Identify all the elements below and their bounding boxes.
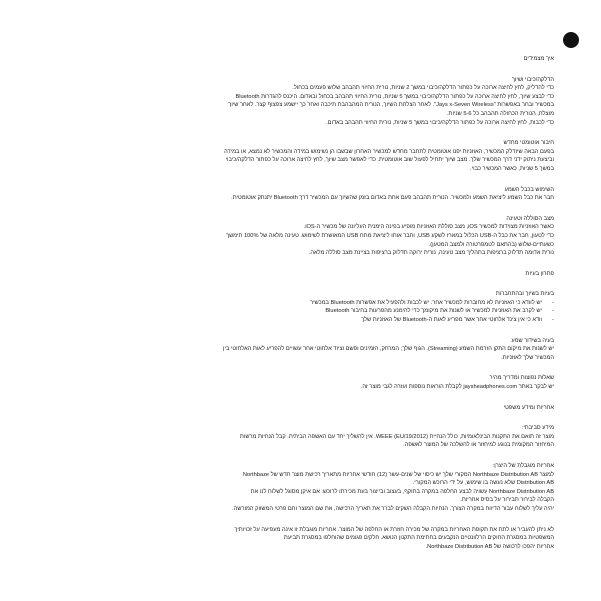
- list-item: - וודא כי אין צינד אלחוטי אחר אשר מפריע לאות ה-Bluetooth של האוזניות שלך: [40, 316, 542, 325]
- auto-connect-line: וביצעת ניתוק ידני דרך המכשיר שלך. מצב שיוך יתחיל לפעול שוב אוטומטית. כדי לאפשר מצב שיוך, לחץ לחיצה ארוכה על כפתור הדלקה/כיבוי: [225, 157, 554, 164]
- limited-warranty-line: למוצר Northbaze Distribution AB המקורי שלך יש כיסוי של שנים-עשר (12) חודשי אחריות מתאריך רכישת מוצר חדש של Northbaze: [242, 471, 554, 478]
- limited-warranty-line: הקבלה לבירור תבירור על בסיס אחריות.: [460, 497, 554, 504]
- list-item: - יש לוודא כי האוזניות לא מחוברות למכשיר אחר. יש לכבות ולהפעיל את אפשרות Bluetooth במכשיר: [40, 299, 542, 308]
- warranty-closing-line: לא ניתן להעביר או לתת את תקופת האחריות במקרה של מכירה חוזרת או החלפה של המוצר. אחריות מוגבלת זו אינה מעפיעה על זכויותיך: [234, 526, 554, 533]
- more-help-heading: שאלות נפוצות ומדריך מהיר: [489, 375, 554, 382]
- limited-warranty-line: יהיה עליך לשלוח עבור הדיווח במקרה הצורך. הנחיות הקבלה השקים לברר את תאריך הרכישה, את שם המוצר וחם פרטי המשווק המורשה.: [232, 505, 554, 512]
- more-help-line: יש לבקר באתר jaysheadphones.com לקבלת הוראות נוספות ועזרה לגבי מוצר זה.: [360, 384, 554, 391]
- warranty-closing-line: המשפטיות במסגרת החוקים הרלוונטיים הנקבעים בחתימת התקנון הנושא. חלקים פגומים שהוחלפו במסגרת תביעת: [283, 535, 554, 542]
- pairing-line: כדי להדליק, לחץ לחיצה ארוכה על כפתור הדלקה/כיבוי במשך 2 שניות, נורית החיווי תהבהב שלוש פעמים בכחול.: [292, 85, 554, 92]
- list-item: - יש לקרב את האוזניות למכשיר או לשנות את מיקומך כדי להימנע מהפרעות בחיבור Bluetooth: [40, 307, 542, 316]
- limited-warranty-line: Northbaze Distribution AB עשויה לבצע החלפה במקרה בתוקף, בעצוב ובייצור בעת מכירתו לרוכש. אם איקן מסוגל לשלוח לנו את: [250, 488, 554, 495]
- manual-page: [40, 55, 554, 551]
- audio-issues-line: המכשיר שלך לאוזניות.: [501, 354, 554, 361]
- pairing-line: כדי לבצע שיוך, לחץ לחיצה ארוכה על כפתור הדלקה/כיבוי במשך 5 שניות, נורית החיווי תהבהב בכחול ובאדום. היכנס להגדרות Bluetooth: [235, 93, 554, 100]
- auto-connect-line: בפעם הבאה שיודלק המכשיר, האוזניות יפנו אוטומטית לתחבר מחדש למכשיר האחרון שבשבו הן נשימוש במידה והמכשיר לא נמצא, או במידה: [224, 148, 554, 155]
- pairing-issues-heading: בעיות בשיוך ובהתחברות: [495, 291, 554, 298]
- wired-heading: השימוש בכבל השמע: [504, 186, 554, 193]
- auto-connect-heading: חיבור אוטומטי מחדש: [503, 140, 554, 147]
- warranty-heading: אחריות ומידע משפטי: [503, 404, 554, 411]
- battery-line: כדי לטעון, חבר את כבל ה-USB הכלול במארז לשקע USB, וחבר אותו ליציאת מתח USB המאושרת לשימוש. טעינה מלאה של 100% תימשך: [226, 232, 554, 239]
- audio-issues-line: יש לשנות את מיקום התקן הזרמת השמע (Streaming). הגוף שלך, המרחק, הזמינים ופשם וציוד אלחוטי אחר עשויים להפריע לאות האלחוטי בין: [223, 346, 554, 353]
- pairing-issues-list: [40, 299, 554, 325]
- page-title: איך מצמידים: [523, 56, 554, 62]
- battery-line: נורית אדומה תדלוק ברציפות בתהליך מצב טעינה, נורית ירוקה תדלוק ברציפות בציינת מצב סוללה מלאה.: [308, 250, 554, 257]
- environment-heading: מידע סביבתי:: [521, 425, 554, 432]
- battery-line: כשעתיים-שלוש (בהתאם לטמפרטורה ולמצב המטען).: [428, 241, 554, 248]
- troubleshooting-heading: פתרון בעיות: [525, 270, 554, 277]
- pairing-line: במכשיר ובחר באפשרות "Jays x-Seven Wireless". לאחר הצלחת השיוך, הנורית המהבהבת תיכבה ואחר כך יישמע צפצוף קצר. לאחר שיוך: [228, 102, 554, 109]
- pairing-heading: הדלקה/כיבוי ושיוך: [511, 76, 554, 83]
- warranty-closing-line: אחריות יהפכו לרכושה של Northbaze Distribution AB.: [425, 543, 554, 550]
- wired-line: חבר את כבל השמע ליציאת השמע ולמכשיר. הנורית תהבהב פעם אחת באדום בזמן שהשיוך עם המכשיר דרך Bluetooth יתנתק אוטומטית.: [231, 195, 554, 202]
- pairing-line: מוצלח, הנורית הכחולה תהבהב כל 5-6 שניות.: [446, 110, 554, 117]
- environment-line: המיחזור המקומית בנוגע למיחזור או להשלכה של המוצר לאשפה.: [403, 442, 554, 449]
- limited-warranty-line: Distribution AB שלא נעשה בו שימוש, על ידי הרוכש המקורי.: [412, 480, 554, 487]
- environment-line: מוצר זה תואם את התקנות הבינלאומיות, כולל הנחיית WEEE (EU/19/2012). אין להשליך יחד עם האשפה הביתית. קבל הנחיות מרשות: [239, 433, 554, 440]
- auto-connect-line: במשך 5 שניות, כאשר המכשיר כבוי.: [470, 165, 554, 172]
- battery-line: כאשר האוזניות מצוידות למכשיר iOS, מצב סוללת האוזניות מופיע בפינה הימנית העליונה של מכשיר ה-iOS.: [303, 224, 554, 231]
- pairing-line: כדי לכבות, לחץ לחיצה ארוכה על כפתור הדלקה/כיבוי במשך 5 שניות, נורית החיווי תהבהב באדום.: [326, 119, 554, 126]
- battery-heading: מצב הסוללה וטעינה: [506, 215, 554, 222]
- page-marker-dot: [563, 32, 579, 48]
- audio-issues-heading: בעיה בשידור שמע: [511, 337, 554, 344]
- limited-warranty-heading: אחריות מוגבלת של היצרן:: [492, 463, 554, 469]
